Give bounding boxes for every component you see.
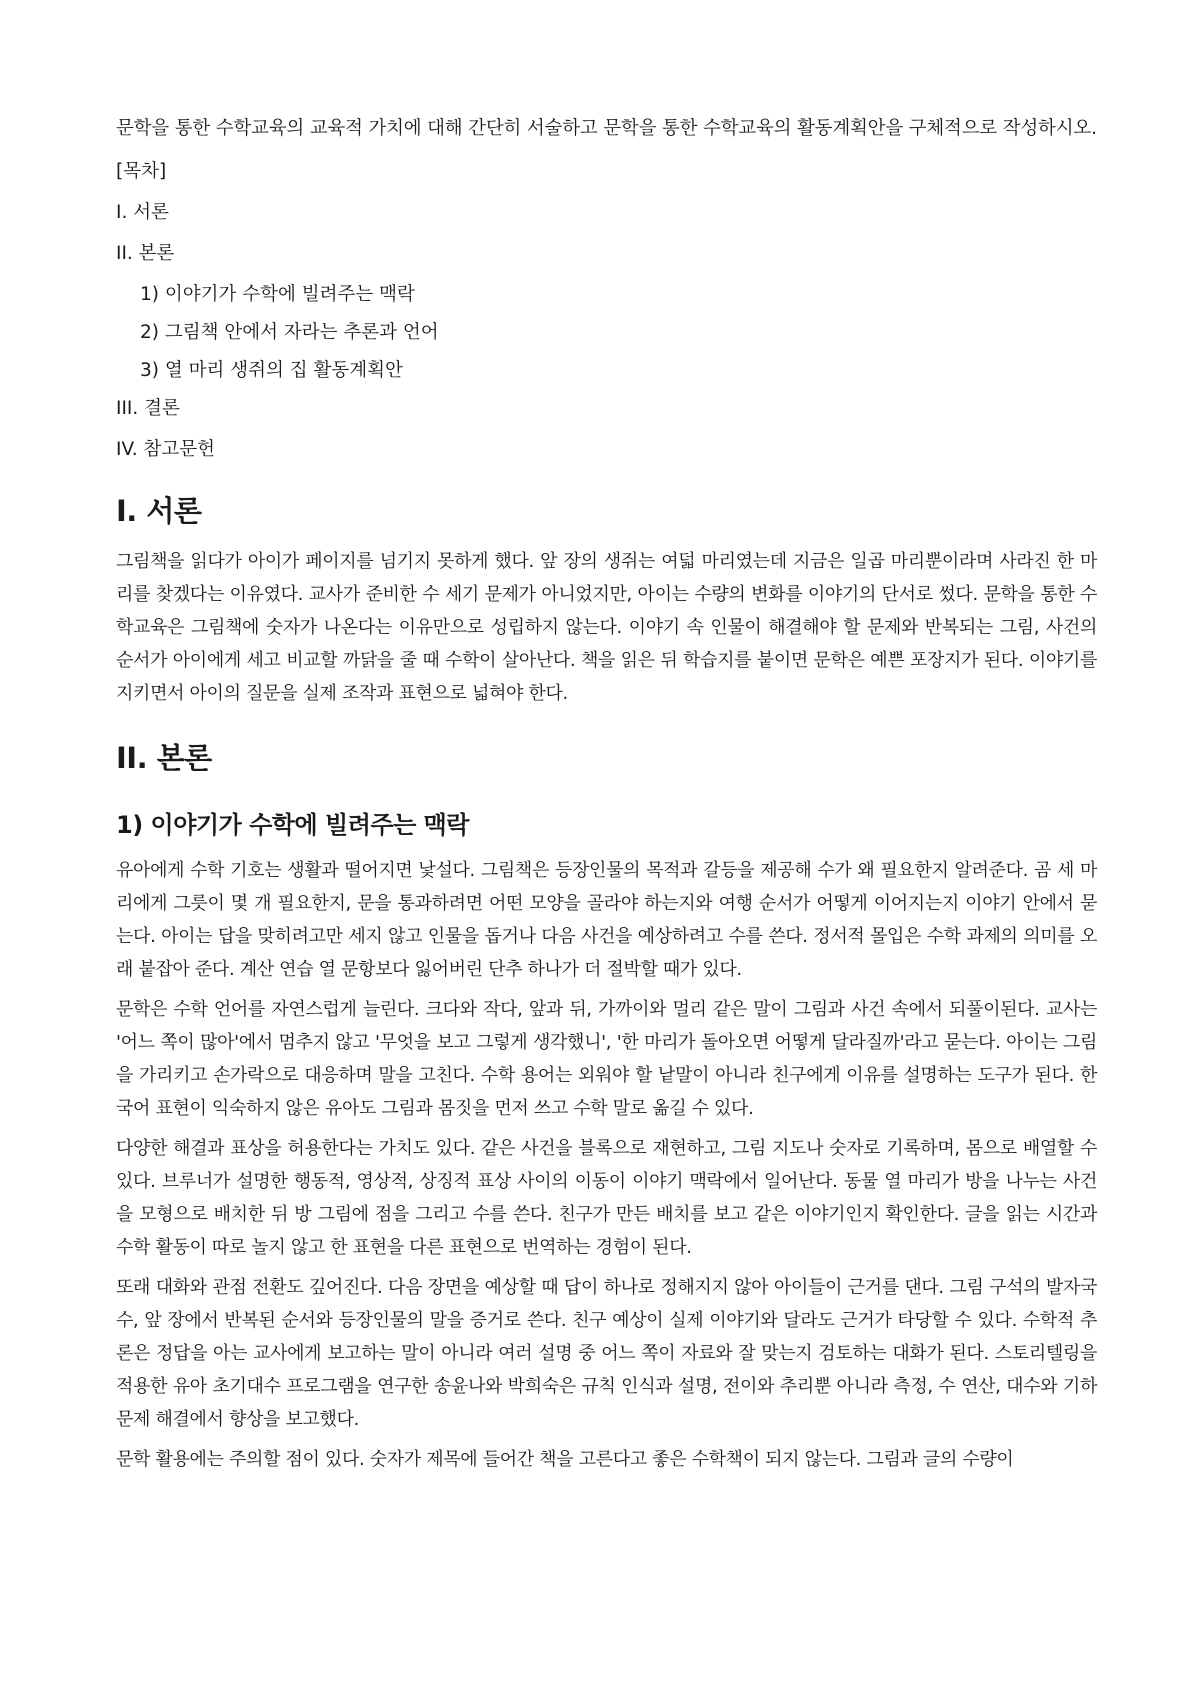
subsection-title-1: 1) 이야기가 수학에 빌려주는 맥락 <box>116 811 469 839</box>
body-paragraph: 또래 대화와 관점 전환도 깊어진다. 다음 장면을 예상할 때 답이 하나로 정해지지 않아 아이들이 근거를 댄다. 그림 구석의 발자국 수, 앞 장에서 반복된 순서와 등장인물의 말을 증거로 쓴다. 친구 예상이 실제 이야기와 달라도 근거가 타당할 수 있다. 수학적 추론은 정답을 아는 교사에게 보고하는 말이 아니라 여러 설명 중 어느 쪽이 자료와 잘 맞는지 검토하는 대화가 된다. 스토리텔링을 적용한 유아 초기대수 프로그램을 연구한 송윤나와 박희숙은 규칙 인식과 설명, 전이와 추리뿐 아니라 측정, 수 연산, 대수와 기하 문제 해결에서 향상을 보고했다. <box>116 1277 1097 1430</box>
table-of-contents <box>116 159 1097 463</box>
toc-item-conclusion: III. 결론 <box>116 398 180 419</box>
toc-item-references: IV. 참고문헌 <box>116 439 215 460</box>
toc-item-sub2: 2) 그림책 안에서 자라는 추론과 언어 <box>140 322 439 343</box>
assignment-prompt: 문학을 통한 수학교육의 교육적 가치에 대해 간단히 서술하고 문학을 통한 수학교육의 활동계획안을 구체적으로 작성하시오. <box>116 118 1097 139</box>
body-paragraph: 다양한 해결과 표상을 허용한다는 가치도 있다. 같은 사건을 블록으로 재현하고, 그림 지도나 숫자로 기록하며, 몸으로 배열할 수 있다. 브루너가 설명한 행동적, 영상적, 상징적 표상 사이의 이동이 이야기 맥락에서 일어난다. 동물 열 마리가 방을 나누는 사건을 모형으로 배치한 뒤 방 그림에 점을 그리고 수를 쓴다. 친구가 만든 배치를 보고 같은 이야기인지 확인한다. 글을 읽는 시간과 수학 활동이 따로 놀지 않고 한 표현을 다른 표현으로 번역하는 경험이 된다. <box>116 1138 1097 1258</box>
section-title-intro: I. 서론 <box>116 494 202 528</box>
toc-item-sub1: 1) 이야기가 수학에 빌려주는 맥락 <box>140 284 415 305</box>
toc-heading: [목차] <box>116 161 167 182</box>
intro-paragraph: 그림책을 읽다가 아이가 페이지를 넘기지 못하게 했다. 앞 장의 생쥐는 여덟 마리였는데 지금은 일곱 마리뿐이라며 사라진 한 마리를 찾겠다는 이유였다. 교사가 준비한 수 세기 문제가 아니었지만, 아이는 수량의 변화를 이야기의 단서로 썼다. 문학을 통한 수학교육은 그림책에 숫자가 나온다는 이유만으로 성립하지 않는다. 이야기 속 인물이 해결해야 할 문제와 반복되는 그림, 사건의 순서가 아이에게 세고 비교할 까닭을 줄 때 수학이 살아난다. 책을 읽은 뒤 학습지를 붙이면 문학은 예쁜 포장지가 된다. 이야기를 지키면서 아이의 질문을 실제 조작과 표현으로 넓혀야 한다. <box>116 551 1097 704</box>
body-paragraph: 문학 활용에는 주의할 점이 있다. 숫자가 제목에 들어간 책을 고른다고 좋은 수학책이 되지 않는다. 그림과 글의 수량이 <box>116 1449 1014 1470</box>
body-paragraph: 유아에게 수학 기호는 생활과 떨어지면 낯설다. 그림책은 등장인물의 목적과 갈등을 제공해 수가 왜 필요한지 알려준다. 곰 세 마리에게 그릇이 몇 개 필요한지, 문을 통과하려면 어떤 모양을 골라야 하는지와 여행 순서가 어떻게 이어지는지 이야기 안에서 묻는다. 아이는 답을 맞히려고만 세지 않고 인물을 돕거나 다음 사건을 예상하려고 수를 쓴다. 정서적 몰입은 수학 과제의 의미를 오래 붙잡아 준다. 계산 연습 열 문항보다 잃어버린 단추 하나가 더 절박할 때가 있다. <box>116 860 1097 980</box>
toc-item-intro: I. 서론 <box>116 202 169 223</box>
toc-item-sub3: 3) 열 마리 생쥐의 집 활동계획안 <box>140 360 403 381</box>
toc-item-body: II. 본론 <box>116 243 175 264</box>
section-title-body: II. 본론 <box>116 741 212 775</box>
body-paragraph: 문학은 수학 언어를 자연스럽게 늘린다. 크다와 작다, 앞과 뒤, 가까이와 멀리 같은 말이 그림과 사건 속에서 되풀이된다. 교사는 '어느 쪽이 많아'에서 멈추지 않고 '무엇을 보고 그렇게 생각했니', '한 마리가 돌아오면 어떻게 달라질까'라고 묻는다. 아이는 그림을 가리키고 손가락으로 대응하며 말을 고친다. 수학 용어는 외워야 할 낱말이 아니라 친구에게 이유를 설명하는 도구가 된다. 한국어 표현이 익숙하지 않은 유아도 그림과 몸짓을 먼저 쓰고 수학 말로 옮길 수 있다. <box>116 999 1097 1119</box>
